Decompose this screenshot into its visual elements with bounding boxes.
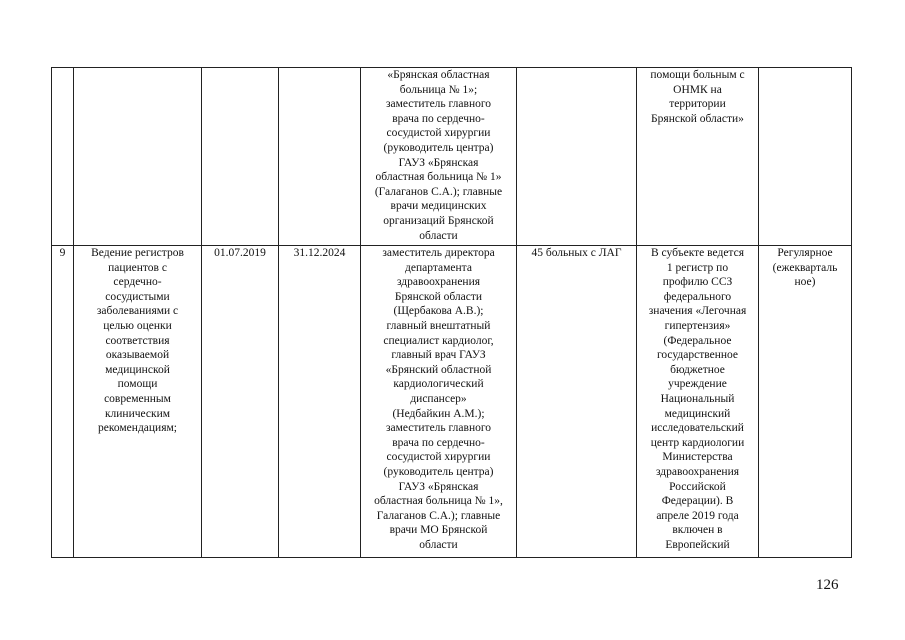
cell-line: оказываемой [105, 349, 170, 362]
cell-line: врачи МО Брянской [389, 524, 488, 537]
cell-line: областная больница № 1» [375, 171, 502, 184]
cell-line: Регулярное [777, 247, 833, 259]
cell-line: гипертензия» [664, 319, 731, 332]
cell-line: помощи больным с [650, 69, 745, 81]
cell-line: рекомендациям; [98, 422, 177, 435]
cell-line: центр кардиологии [650, 436, 745, 449]
cell-line: профилю ССЗ [662, 276, 733, 289]
cell-line: заместитель главного [385, 98, 492, 111]
cell-line: главный врач ГАУЗ [391, 349, 486, 362]
cell-line: (руководитель центра) [383, 465, 494, 478]
cell-line: диспансер» [410, 392, 467, 405]
cell-result [637, 246, 759, 558]
cell-start-date: 01.07.2019 [202, 246, 279, 558]
cell-line: кардиологический [393, 378, 484, 391]
cell-control-type [759, 68, 852, 246]
cell-line: ное) [794, 276, 816, 289]
cell-line: Брянской области [394, 290, 483, 303]
cell-line: (руководитель центра) [383, 141, 494, 154]
cell-line: Федерации). В [661, 495, 734, 508]
cell-line: территории [669, 98, 726, 111]
cell-line: государственное [656, 349, 739, 362]
cell-line: медицинский [664, 407, 731, 420]
cell-line: областная больница № 1», [374, 495, 503, 508]
cell-responsible [361, 246, 517, 558]
cell-line: Национальный [660, 392, 735, 405]
cell-line: В субъекте ведется [651, 247, 744, 259]
cell-line: Галаганов С.А.); главные [376, 509, 501, 522]
cell-end-date: 31.12.2024 [279, 246, 361, 558]
cell-line: целью оценки [103, 319, 172, 332]
cell-line: помощи [117, 378, 158, 391]
cell-line: (Федеральное [663, 334, 732, 347]
cell-line: (Галаганов С.А.); главные [374, 185, 503, 198]
cell-line: ГАУЗ «Брянская [398, 480, 479, 493]
cell-line: здравоохранения [396, 276, 481, 289]
cell-line: специалист кардиолог, [383, 334, 494, 347]
cell-line: ОНМК на [673, 83, 722, 96]
cell-line: бюджетное [670, 363, 725, 376]
cell-activity [74, 246, 202, 558]
cell-indicator [517, 68, 637, 246]
cell-line: соответствия [105, 334, 170, 347]
cell-responsible [361, 68, 517, 246]
cell-line: ГАУЗ «Брянская [398, 156, 479, 169]
cell-line: организаций Брянской [383, 214, 494, 227]
cell-result [637, 68, 759, 246]
cell-line: врачи медицинских [390, 200, 487, 213]
cell-line: значения «Легочная [648, 305, 747, 318]
cell-line: здравоохранения [655, 465, 740, 478]
cell-line: медицинской [105, 363, 170, 376]
cell-number: 9 [52, 246, 74, 558]
cell-line: сосудистой хирургии [386, 451, 491, 464]
cell-line: Европейский [665, 538, 730, 551]
cell-line: области [419, 229, 458, 242]
page-number: 126 [816, 577, 839, 593]
cell-line: «Брянская областная [387, 69, 490, 81]
cell-number [52, 68, 74, 246]
cell-line: сосудистыми [105, 290, 170, 303]
cell-line: Российской [669, 480, 726, 493]
cell-line: (Недбайкин А.М.); [392, 407, 485, 420]
cell-end-date [279, 68, 361, 246]
cell-line: заболеваниями с [96, 305, 179, 318]
events-table [51, 67, 852, 558]
cell-line: больница № 1»; [399, 83, 478, 96]
cell-indicator [517, 246, 637, 558]
cell-line: апреле 2019 года [656, 509, 739, 522]
cell-line: «Брянский областной [385, 363, 492, 376]
table-row [52, 68, 852, 246]
cell-line: Ведение регистров [91, 247, 184, 259]
cell-line: области [419, 538, 458, 551]
cell-line: Министерства [662, 451, 733, 464]
cell-line: (ежекварталь [772, 261, 838, 274]
cell-line: федерального [663, 290, 732, 303]
cell-line: пациентов с [108, 261, 167, 274]
cell-line: сосудистой хирургии [386, 127, 491, 140]
cell-line: заместитель главного [385, 422, 492, 435]
cell-line: исследовательский [651, 422, 744, 435]
table-row [52, 246, 852, 558]
cell-line: 1 регистр по [666, 261, 729, 274]
cell-line: учреждение [668, 378, 727, 391]
cell-line: 45 больных с ЛАГ [531, 247, 622, 259]
cell-activity [74, 68, 202, 246]
cell-line: клиническим [104, 407, 171, 420]
cell-line: департамента [405, 261, 472, 274]
cell-line: (Щербакова А.В.); [393, 305, 484, 318]
cell-line: современным [104, 392, 171, 405]
cell-line: врача по сердечно- [392, 436, 485, 449]
cell-line: сердечно- [113, 276, 162, 289]
cell-line: главный внештатный [386, 319, 491, 332]
cell-line: врача по сердечно- [392, 112, 485, 125]
cell-control-type [759, 246, 852, 558]
cell-line: заместитель директора [382, 247, 495, 259]
cell-start-date [202, 68, 279, 246]
cell-line: Брянской области» [651, 112, 744, 125]
cell-line: включен в [672, 524, 723, 537]
